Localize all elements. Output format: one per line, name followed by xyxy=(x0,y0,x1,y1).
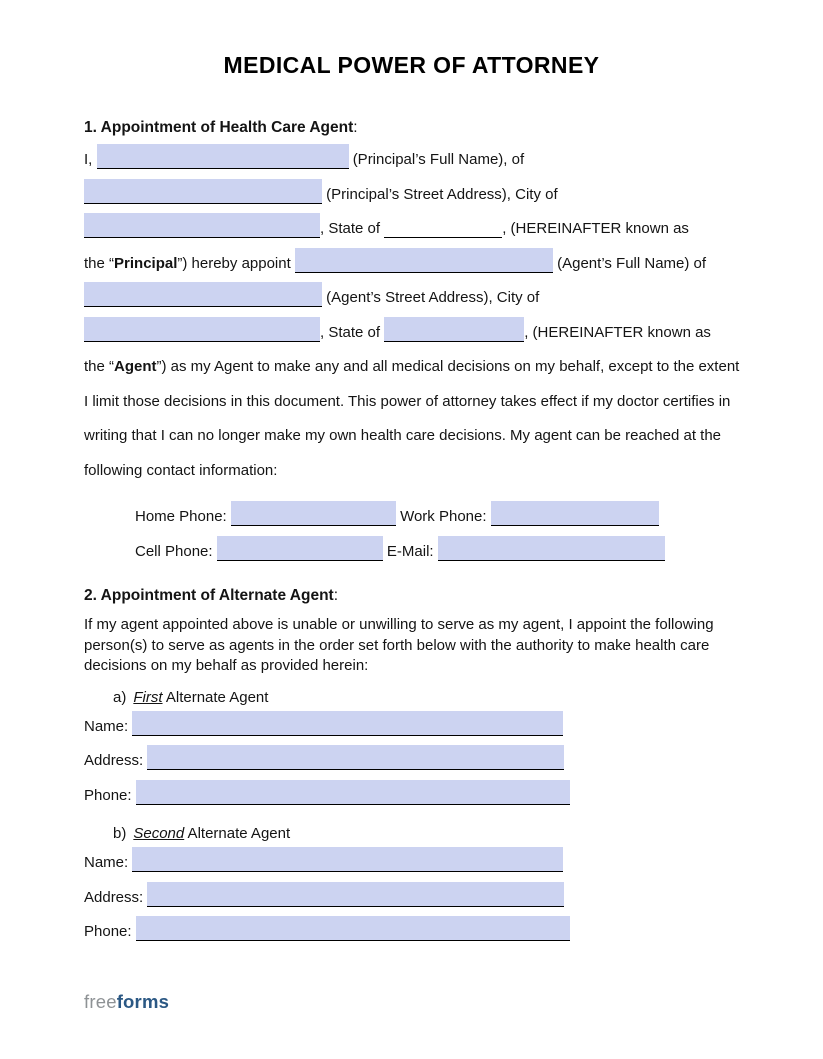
cell-phone-field[interactable] xyxy=(217,536,383,561)
line-text: (Principal’s Street Address), City of xyxy=(326,185,558,203)
line-text: (Agent’s Full Name) of xyxy=(557,254,707,272)
item-letter: b) xyxy=(113,825,127,842)
second-alternate-agent-item xyxy=(113,822,739,846)
contact-line-2 xyxy=(135,535,739,570)
line-text: ”) as my Agent to make any and all medical decisions on my behalf, except to the extent xyxy=(156,358,740,375)
agent-name-field[interactable] xyxy=(295,248,553,273)
document-title: MEDICAL POWER OF ATTORNEY xyxy=(223,52,600,78)
first-alternate-agent-fields xyxy=(84,710,739,814)
item-word-second: Second xyxy=(133,825,185,842)
para-line xyxy=(84,212,739,247)
second-alt-phone-field[interactable] xyxy=(136,916,570,941)
para-line xyxy=(84,419,739,454)
brand-forms: forms xyxy=(116,991,170,1012)
principal-street-address-field[interactable] xyxy=(84,179,322,204)
field-row xyxy=(84,915,739,950)
contact-info xyxy=(84,500,739,569)
contact-line-1 xyxy=(135,500,739,535)
field-row xyxy=(84,710,739,745)
line-text: (Principal’s Full Name), of xyxy=(352,151,525,168)
freeforms-logo xyxy=(84,991,169,1013)
section1-heading-text: 1. Appointment of Health Care Agent xyxy=(84,119,354,136)
brand-free: free xyxy=(84,991,117,1012)
field-row xyxy=(84,744,739,779)
address-label: Address: xyxy=(84,888,144,906)
para-line xyxy=(84,143,739,178)
work-phone-field[interactable] xyxy=(491,501,659,526)
second-alt-address-field[interactable] xyxy=(147,882,564,907)
name-label: Name: xyxy=(84,717,129,735)
first-alternate-agent-item xyxy=(113,686,739,710)
phone-label: Phone: xyxy=(84,923,132,940)
para-line xyxy=(84,247,739,282)
item-word-first: First xyxy=(133,688,163,706)
principal-city-field[interactable] xyxy=(84,213,320,238)
first-alt-name-field[interactable] xyxy=(132,711,563,736)
name-label: Name: xyxy=(84,854,129,871)
address-label: Address: xyxy=(84,752,144,769)
home-phone-field[interactable] xyxy=(231,501,396,526)
line-text: , State of xyxy=(320,220,381,237)
email-label: E-Mail: xyxy=(386,542,434,560)
para-line xyxy=(84,385,739,420)
para-line xyxy=(84,281,739,316)
work-phone-label: Work Phone: xyxy=(400,508,487,525)
phone-label: Phone: xyxy=(84,786,132,804)
field-row xyxy=(84,881,739,916)
para-line xyxy=(84,316,739,351)
section2-heading xyxy=(84,587,739,605)
item-rest: Alternate Agent xyxy=(162,688,269,706)
principal-state-field[interactable] xyxy=(384,213,502,238)
item-rest: Alternate Agent xyxy=(184,825,291,842)
section1-heading-colon: : xyxy=(353,119,358,136)
field-row xyxy=(84,779,739,814)
line-text: I, xyxy=(84,151,93,168)
para-line xyxy=(84,350,739,385)
line-text: writing that I can no longer make my own health care decisions. My agent can be reached at the xyxy=(84,427,722,444)
first-alt-phone-field[interactable] xyxy=(136,780,570,805)
first-alt-address-field[interactable] xyxy=(147,745,564,770)
cell-phone-label: Cell Phone: xyxy=(135,542,213,560)
email-field[interactable] xyxy=(438,536,665,561)
principal-name-field[interactable] xyxy=(97,144,349,169)
line-text: following contact information: xyxy=(84,461,278,479)
line-text: the “ xyxy=(84,358,115,375)
line-text: , (HEREINAFTER known as xyxy=(524,323,711,341)
agent-street-address-field[interactable] xyxy=(84,282,322,307)
section1-paragraph xyxy=(84,143,739,488)
section2-intro: If my agent appointed above is unable or unwilling to serve as my agent, I appoint the following person(s) to serve as agents in the order set forth below with the authority to make health care decisions on my behalf as provided herein: xyxy=(84,616,714,674)
principal-word: Principal xyxy=(114,254,178,272)
section2-heading-colon: : xyxy=(333,587,339,604)
item-letter: a) xyxy=(113,688,127,706)
second-alternate-agent-fields xyxy=(84,846,739,950)
agent-city-field[interactable] xyxy=(84,317,320,342)
line-text: the “ xyxy=(84,254,115,272)
section2-heading-text: 2. Appointment of Alternate Agent xyxy=(84,587,334,604)
field-row xyxy=(84,846,739,881)
para-line xyxy=(84,178,739,213)
line-text: I limit those decisions in this document. This power of attorney takes effect if my doctor certifies in xyxy=(84,392,731,410)
line-text: , State of xyxy=(320,323,381,341)
second-alt-name-field[interactable] xyxy=(132,847,563,872)
line-text: , (HEREINAFTER known as xyxy=(502,220,689,237)
section1-heading xyxy=(84,119,739,137)
agent-state-field[interactable] xyxy=(384,317,524,342)
line-text: (Agent’s Street Address), City of xyxy=(326,289,540,306)
line-text: ”) hereby appoint xyxy=(177,254,291,272)
agent-word: Agent xyxy=(114,358,157,375)
para-line xyxy=(84,454,739,489)
home-phone-label: Home Phone: xyxy=(135,508,227,525)
